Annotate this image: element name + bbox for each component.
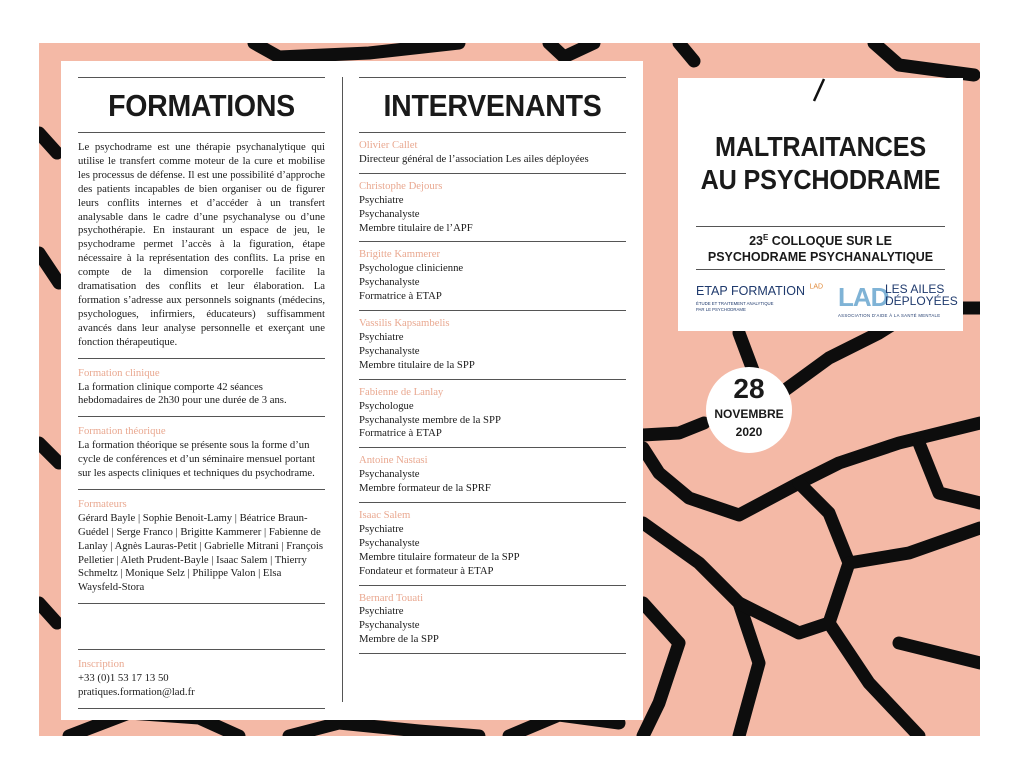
lad-logo-tag: ASSOCIATION D’AIDE À LA SANTÉ MENTALE — [838, 313, 941, 318]
intervenant-entry — [359, 448, 626, 502]
formation-theorique-label: Formation théorique — [78, 425, 166, 438]
intervenant-role: Membre titulaire de l’APF — [359, 221, 473, 234]
etap-logo-tag-line2: PAR LE PSYCHODRAME — [696, 307, 746, 312]
date-day: 28 — [733, 373, 765, 404]
inscription-section — [78, 649, 325, 709]
etap-formation-logo — [696, 282, 823, 312]
phone-number[interactable]: +33 (0)1 53 17 13 50 — [78, 671, 169, 684]
intervenant-role: Membre de la SPP — [359, 633, 439, 646]
divider — [696, 269, 945, 270]
intervenant-name: Brigitte Kammerer — [359, 248, 441, 261]
intervenant-entry — [359, 586, 626, 654]
intervenant-role: Psychiatre — [359, 193, 404, 206]
intervenant-role: Psychiatre — [359, 330, 404, 343]
lad-logo-line2: DÉPLOYÉES — [885, 294, 958, 308]
etap-logo-sup: LAD — [809, 283, 824, 291]
formations-column — [78, 77, 325, 604]
intervenant-name: Olivier Callet — [359, 139, 418, 151]
intervenant-role: Formatrice à ETAP — [359, 290, 442, 303]
intervenant-entry — [359, 311, 626, 379]
divider — [78, 603, 325, 604]
intervenants-heading: INTERVENANTS — [383, 88, 602, 123]
intervenant-role: Psychanalyste — [359, 207, 420, 220]
formateurs-list: Gérard Bayle | Sophie Benoit-Lamy | Béatrice Braun-Guédel | Serge Franco | Brigitte Kammerer | Fabienne de Lanlay | Agnès Lauras-Petit | Gabrielle Mitrani | François Pelletier | Aleth Prudent-Bayle | Isaac Salem | Thierry Schmeltz | Monique Selz | Philippe Valon | Elsa Waysfeld-Stora — [78, 511, 324, 594]
intervenant-name: Christophe Dejours — [359, 179, 443, 192]
intervenant-role: Membre titulaire de la SPP — [359, 358, 475, 371]
subtitle-rest: COLLOQUE SUR LE — [768, 234, 892, 249]
formateurs-section — [78, 490, 325, 603]
intervenant-name: Vassilis Kapsambelis — [359, 317, 450, 330]
intervenant-role: Psychanalyste — [359, 468, 420, 481]
formations-intro: Le psychodrame est une thérapie psychanalytique qui utilise le transfert comme moteur de la cure et mobilise les processus de défense. Il est une possibilité d’approche des patients incapables de bien organiser ou de figurer leurs conflits internes et d’accéder à un transfert analysable dans le cadre d’une psychanalyse ou d’une psychothérapie. En instaurant un espace de jeu, le psychodrame permet l’accès à la figuration, étape nécessaire à la représentation des conflits. La prise en compte de la dimension corporelle facilite la dramatisation des conflits et leur élaboration. La formation s’adresse aux personnels soignants (médecins, psychologues, infirmiers, éducateurs) suffisamment avancés dans leur analyse personnelle et exerçant une fonction thérapeutique. — [78, 141, 325, 348]
lad-logo-words — [885, 283, 958, 307]
intervenant-role: Membre formateur de la SPRF — [359, 482, 491, 495]
intervenant-role: Psychologue clinicienne — [359, 262, 464, 275]
intervenant-entry — [359, 380, 626, 448]
intervenants-column — [359, 77, 626, 654]
intervenant-entry — [359, 242, 626, 310]
intervenants-list — [359, 133, 626, 654]
date-month: NOVEMBRE — [714, 407, 784, 421]
formation-theorique-text: La formation théorique se présente sous la forme d’un cycle de conférences et d’un séminaire mensuel portant sur les aspects cliniques et techniques du psychodrame. — [78, 439, 316, 480]
subtitle-sup: E — [762, 233, 769, 242]
date-year: 2020 — [735, 425, 763, 439]
date-badge — [706, 367, 792, 453]
etap-logo-tag-line1: ÉTUDE ET TRAITEMENT ANALYTIQUE — [696, 301, 774, 306]
intervenant-role: Membre titulaire formateur de la SPP — [359, 550, 520, 563]
divider — [696, 226, 945, 227]
formation-clinique-section — [78, 359, 325, 417]
intervenant-role: Directeur général de l’association Les ailes déployées — [359, 152, 589, 165]
intervenant-role: Psychanalyste — [359, 619, 420, 632]
lad-logo-mark: LAD — [838, 282, 889, 312]
lad-logo-line1: LES AILES — [885, 282, 945, 296]
intervenant-entry — [359, 503, 626, 585]
intervenant-name: Isaac Salem — [359, 509, 411, 522]
intervenant-role: Psychanalyste — [359, 276, 420, 289]
intervenant-role: Psychanalyste membre de la SPP — [359, 413, 501, 426]
intervenant-role: Psychiatre — [359, 605, 404, 618]
event-title-line1: MALTRAITANCES — [715, 131, 926, 162]
intervenant-role: Fondateur et formateur à ETAP — [359, 564, 494, 577]
formateurs-label: Formateurs — [78, 497, 127, 510]
formation-clinique-text: La formation clinique comporte 42 séances hebdomadaires de 2h30 pour une durée de 3 ans. — [78, 380, 287, 407]
intervenant-name: Antoine Nastasi — [359, 454, 428, 467]
intervenant-entry — [359, 174, 626, 242]
formation-theorique-section — [78, 417, 325, 489]
intervenant-role: Psychanalyste — [359, 536, 420, 549]
intervenant-role: Psychiatre — [359, 522, 404, 535]
etap-logo-name: ETAP FORMATION — [696, 284, 806, 298]
divider — [359, 653, 626, 654]
intervenant-name: Bernard Touati — [359, 591, 424, 604]
column-divider — [342, 77, 343, 702]
intervenant-name: Fabienne de Lanlay — [359, 385, 444, 398]
formation-clinique-label: Formation clinique — [78, 366, 160, 379]
formations-heading: FORMATIONS — [108, 88, 295, 123]
event-subtitle — [678, 230, 963, 265]
brochure-panel — [61, 61, 643, 720]
intervenant-role: Formatrice à ETAP — [359, 427, 442, 440]
divider — [78, 708, 325, 709]
intervenant-entry — [359, 133, 626, 173]
event-title-line2: AU PSYCHODRAME — [700, 164, 941, 195]
cover-title-card — [678, 78, 963, 331]
intervenant-role: Psychologue — [359, 399, 414, 412]
inscription-label: Inscription — [78, 658, 125, 670]
subtitle-number: 23 — [749, 234, 763, 249]
slash-icon — [812, 78, 826, 102]
event-title — [692, 130, 949, 196]
email-link[interactable]: pratiques.formation@lad.fr — [78, 685, 195, 698]
intervenant-role: Psychanalyste — [359, 344, 420, 357]
subtitle-line2: PSYCHODRAME PSYCHANALYTIQUE — [707, 250, 934, 265]
